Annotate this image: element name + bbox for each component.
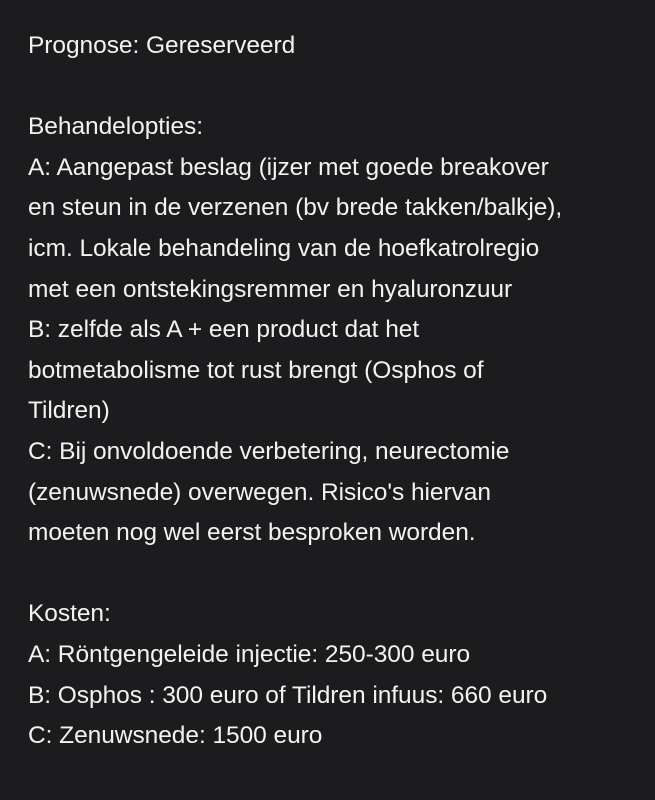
note-body[interactable] (28, 26, 648, 757)
paragraph-spacer (28, 554, 648, 595)
treatment-heading: Behandelopties: (28, 113, 203, 141)
costs-heading: Kosten: (28, 600, 111, 628)
treatment-line: en steun in de verzenen (bv brede takken/balkje), (28, 194, 563, 222)
prognosis-line: Prognose: Gereserveerd (28, 32, 296, 59)
treatment-line: met een ontstekingsremmer en hyaluronzuur (28, 275, 513, 303)
cost-line: B: Osphos : 300 euro of Tildren infuus: 660 euro (28, 681, 548, 709)
treatment-line: B: zelfde als A + een product dat het (28, 316, 420, 344)
cost-line: C: Zenuwsnede: 1500 euro (28, 722, 323, 750)
paragraph-spacer (28, 67, 648, 108)
cost-line: A: Röntgengeleide injectie: 250-300 euro (28, 640, 471, 668)
treatment-line: C: Bij onvoldoende verbetering, neurectomie (28, 437, 510, 465)
treatment-line: icm. Lokale behandeling van de hoefkatrolregio (28, 234, 540, 262)
treatment-line: A: Aangepast beslag (ijzer met goede breakover (28, 153, 549, 181)
treatment-line: Tildren) (28, 397, 110, 425)
treatment-line: (zenuwsnede) overwegen. Risico's hiervan (28, 478, 491, 506)
treatment-line: botmetabolisme tot rust brengt (Osphos of (28, 356, 484, 384)
treatment-line: moeten nog wel eerst besproken worden. (28, 519, 476, 547)
